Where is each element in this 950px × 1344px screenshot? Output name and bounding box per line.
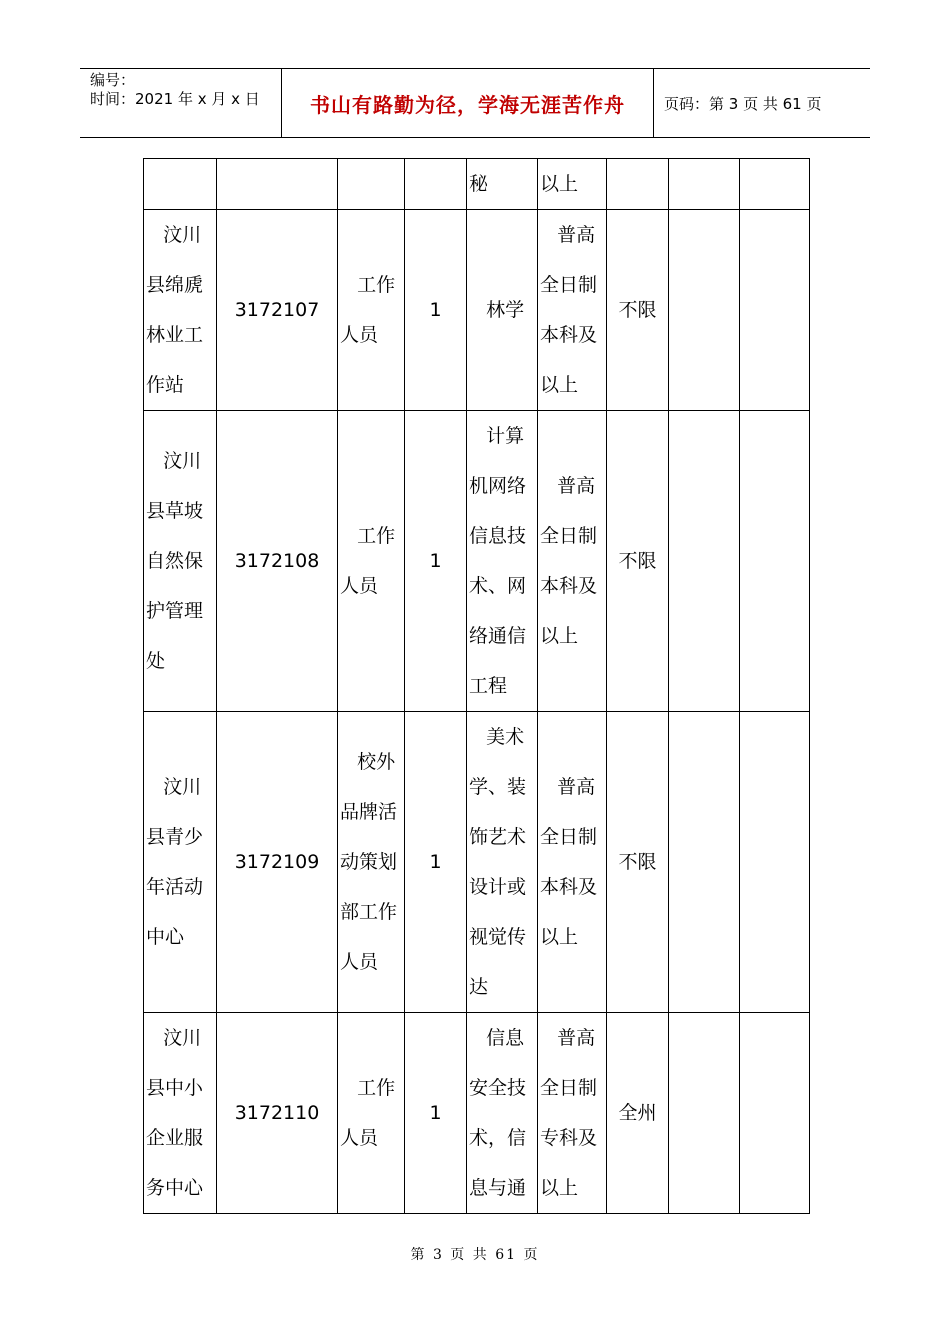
cell-unit-name: 汶川县草坡自然保护管理处 — [144, 411, 217, 712]
cell-count — [405, 159, 467, 210]
cell-major: 美术学、装饰艺术设计或视觉传达 — [467, 712, 538, 1013]
table-row — [144, 1013, 810, 1214]
cell-education: 普高全日制专科及以上 — [538, 1013, 607, 1214]
cell-position-code: 3172110 — [217, 1013, 338, 1214]
cell-region: 全州 — [607, 1013, 669, 1214]
cell-major: 计算机网络信息技术、网络通信工程 — [467, 411, 538, 712]
cell-empty — [669, 159, 740, 210]
recruitment-table — [143, 158, 810, 1214]
cell-unit-name: 汶川县青少年活动中心 — [144, 712, 217, 1013]
cell-region: 不限 — [607, 712, 669, 1013]
header-meta — [80, 69, 282, 137]
cell-empty — [740, 210, 810, 411]
cell-empty — [740, 1013, 810, 1214]
page-footer: 第 3 页 共 61 页 — [410, 1247, 540, 1263]
serial-number-label: 编号： — [90, 71, 136, 89]
header-motto-cell — [282, 69, 654, 137]
cell-region: 不限 — [607, 411, 669, 712]
date-label: 时间：2021 年 x 月 x 日 — [90, 90, 260, 108]
cell-count: 1 — [405, 210, 467, 411]
cell-empty — [669, 1013, 740, 1214]
cell-unit-name: 汶川县绵虒林业工作站 — [144, 210, 217, 411]
cell-position: 工作人员 — [338, 411, 405, 712]
cell-count: 1 — [405, 712, 467, 1013]
cell-major: 信息安全技术，信息与通 — [467, 1013, 538, 1214]
table-row — [144, 210, 810, 411]
table-row — [144, 159, 810, 210]
cell-region: 不限 — [607, 210, 669, 411]
cell-position-code — [217, 159, 338, 210]
cell-unit-name — [144, 159, 217, 210]
page-header — [80, 68, 870, 138]
cell-empty — [740, 712, 810, 1013]
cell-position-code: 3172108 — [217, 411, 338, 712]
cell-empty — [669, 712, 740, 1013]
cell-position: 校外品牌活动策划部工作人员 — [338, 712, 405, 1013]
cell-major: 秘 — [467, 159, 538, 210]
cell-major: 林学 — [467, 210, 538, 411]
cell-count: 1 — [405, 1013, 467, 1214]
table-row — [144, 712, 810, 1013]
header-page-info: 页码：第 3 页 共 61 页 — [664, 94, 822, 113]
table-row — [144, 411, 810, 712]
cell-position-code: 3172109 — [217, 712, 338, 1013]
cell-education: 普高全日制本科及以上 — [538, 411, 607, 712]
cell-empty — [740, 159, 810, 210]
cell-position: 工作人员 — [338, 210, 405, 411]
cell-unit-name: 汶川县中小企业服务中心 — [144, 1013, 217, 1214]
cell-empty — [740, 411, 810, 712]
cell-empty — [669, 411, 740, 712]
cell-count: 1 — [405, 411, 467, 712]
cell-position: 工作人员 — [338, 1013, 405, 1214]
cell-education: 普高全日制本科及以上 — [538, 712, 607, 1013]
cell-position-code: 3172107 — [217, 210, 338, 411]
cell-education: 普高全日制本科及以上 — [538, 210, 607, 411]
header-motto: 书山有路勤为径，学海无涯苦作舟 — [310, 92, 625, 117]
cell-education: 以上 — [538, 159, 607, 210]
cell-position — [338, 159, 405, 210]
cell-region — [607, 159, 669, 210]
cell-empty — [669, 210, 740, 411]
